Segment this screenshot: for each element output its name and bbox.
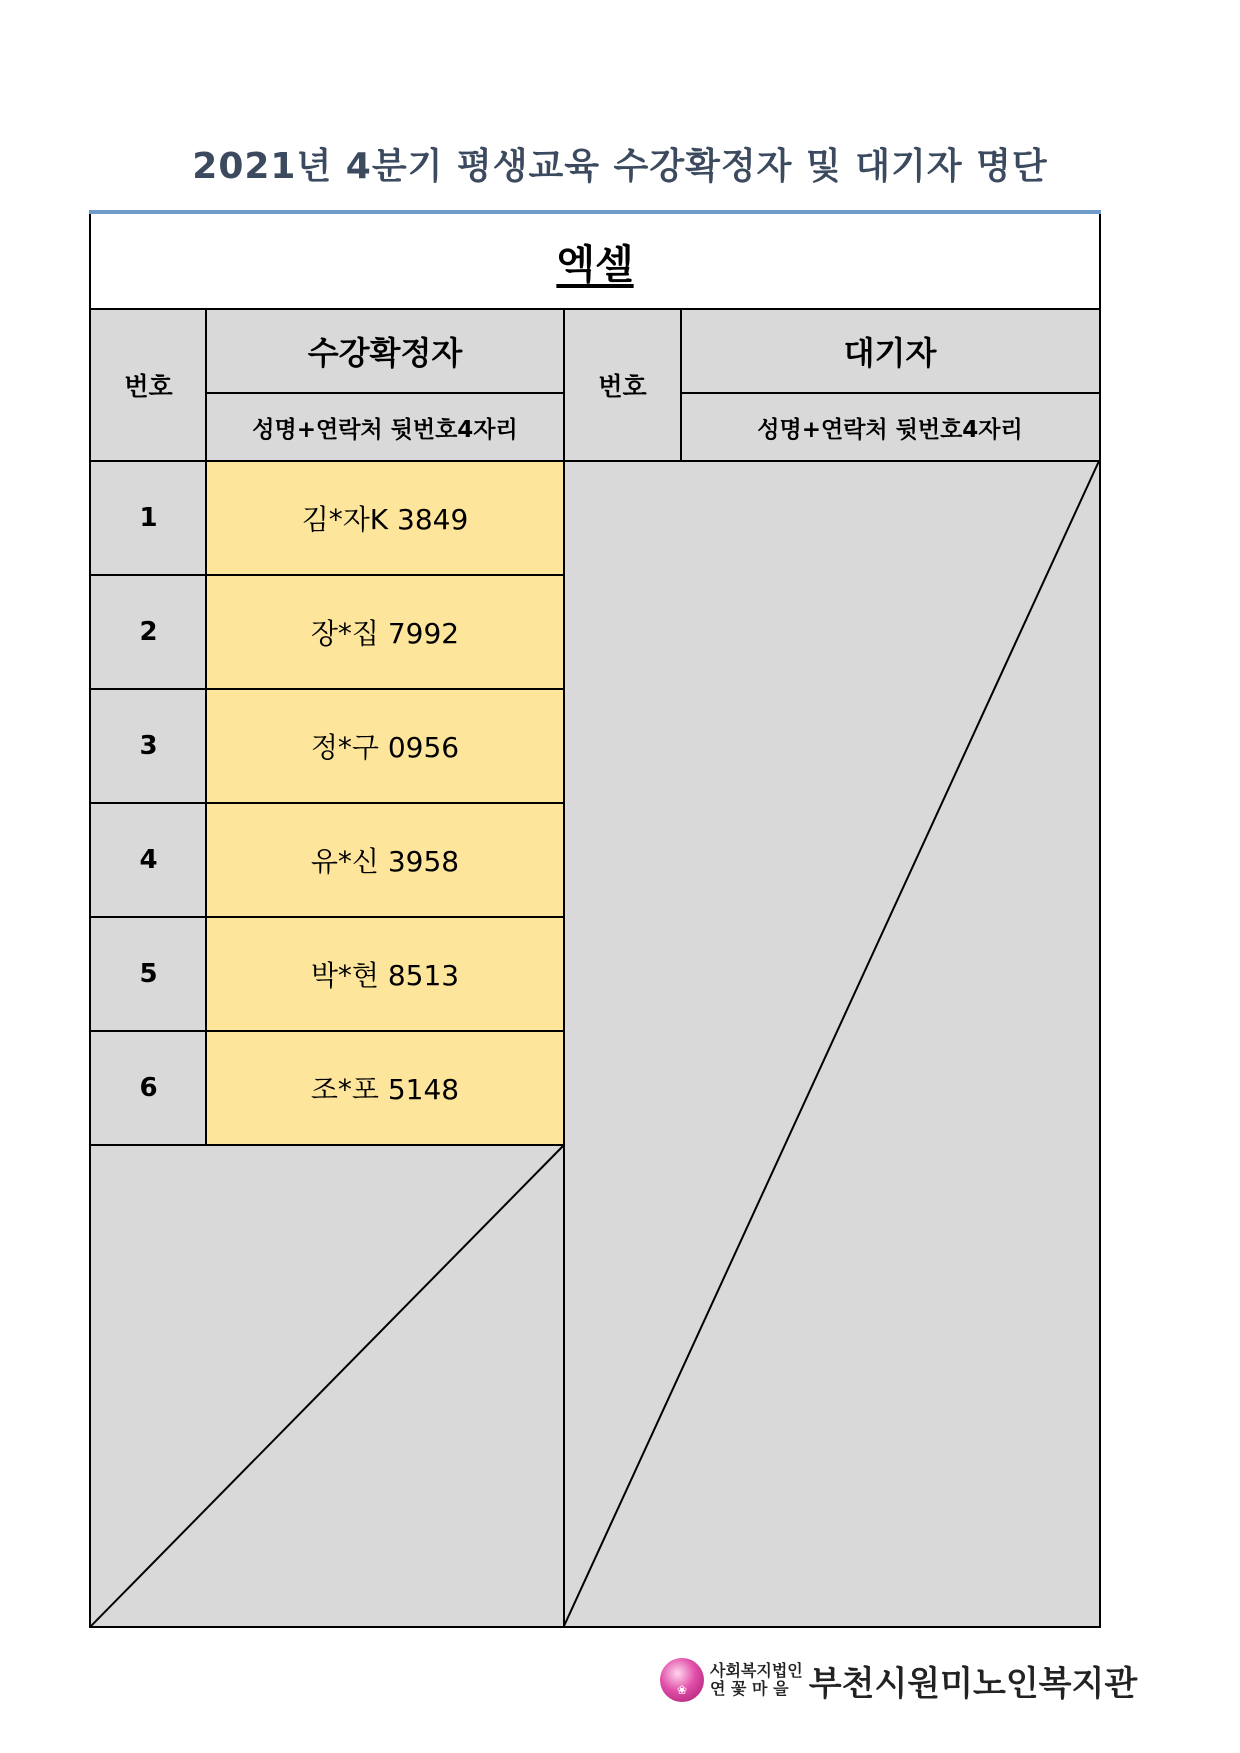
confirmed-header-label: 수강확정자 [307,334,463,372]
confirmed-no-header-label: 번호 [124,372,173,401]
cross-out-diagonals [91,214,1099,1626]
organization-parent: 연 꽃 마 을 [710,1679,789,1698]
row-number: 1 [139,503,158,533]
row-number: 4 [139,845,158,875]
row-number: 3 [139,731,158,761]
row-number: 6 [139,1073,158,1103]
waitlist-header-label: 대기자 [843,334,937,372]
row-name-phone: 박*현 8513 [310,959,460,992]
row-name-phone: 유*신 3958 [310,845,460,878]
organization-logo [660,1655,1137,1705]
row-name-phone: 장*집 7992 [310,617,460,650]
waitlist-no-header-label: 번호 [598,372,647,401]
row-name-phone: 조*포 5148 [310,1073,460,1106]
row-number: 5 [139,959,158,989]
organization-type: 사회복지법인 [710,1661,803,1680]
organization-name: 부천시원미노인복지관 [808,1663,1138,1704]
row-name-phone: 정*구 0956 [310,731,460,764]
row-number: 2 [139,617,158,647]
subject-title: 엑셀 [556,242,634,288]
document-title: 2021년 4분기 평생교육 수강확정자 및 대기자 명단 [192,146,1048,187]
organization-subtitle [710,1662,803,1698]
row-name-phone: 김*자K 3849 [301,503,469,536]
confirmed-cross-out-line [91,1145,564,1626]
confirmed-subheader-label: 성명+연락처 뒷번호4자리 [252,416,518,443]
lotus-logo-icon: ❀ [660,1658,704,1702]
waitlist-subheader-label: 성명+연락처 뒷번호4자리 [757,416,1023,443]
roster-table [89,214,1101,1628]
waitlist-cross-out-line [564,461,1099,1626]
